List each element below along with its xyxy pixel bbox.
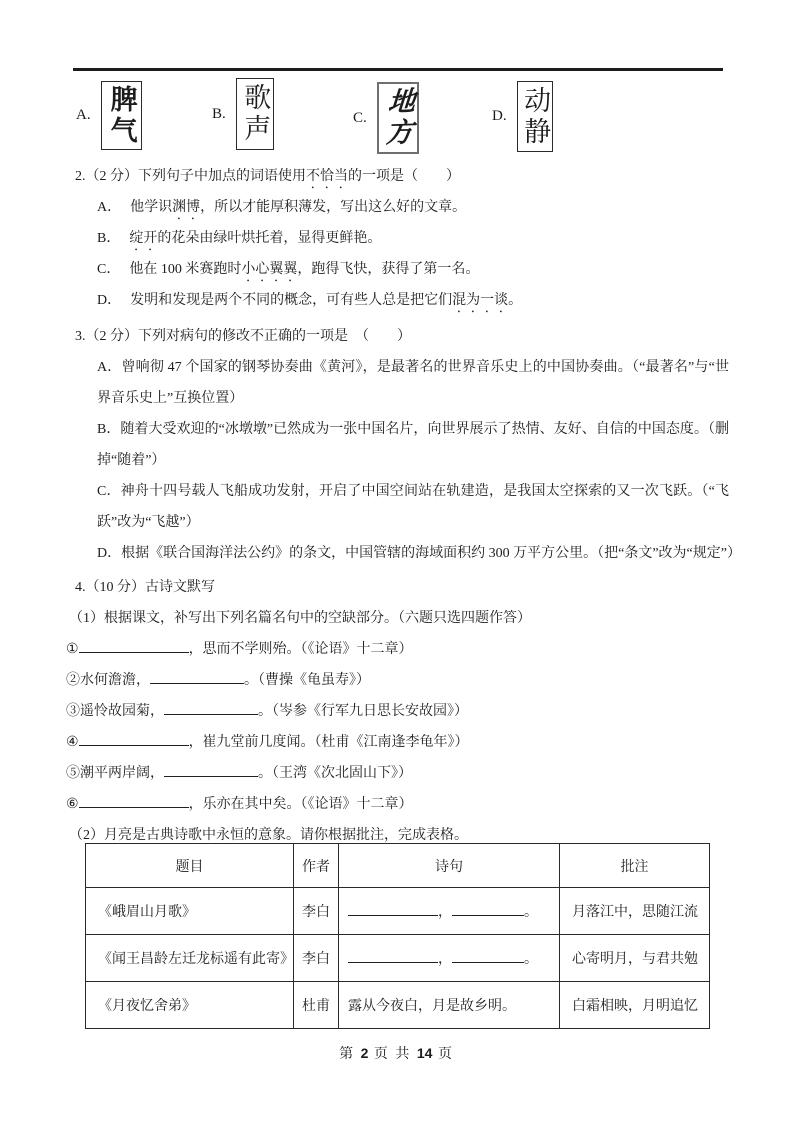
option-label: B． bbox=[97, 231, 121, 246]
question-2-option-c bbox=[97, 254, 793, 285]
option-label: C． bbox=[97, 484, 121, 499]
table-header-row bbox=[86, 844, 710, 888]
option-label: A． bbox=[97, 360, 122, 375]
question-2-stem: 2.（2 分）下列句子中加点的词语使用不恰当的一项是（ ） bbox=[75, 169, 460, 184]
poem-title: 《月夜忆舍弟》 bbox=[86, 982, 294, 1029]
question-3-option-c bbox=[97, 476, 729, 538]
option-text: 绽开的花朵由绿叶烘托着，显得更鲜艳。 bbox=[129, 231, 382, 246]
question-3-stem: 3.（2 分）下列对病句的修改不正确的一项是 （ ） bbox=[75, 329, 411, 344]
page-footer: 第 2 页 共 14 页 bbox=[339, 1045, 454, 1062]
col-header-title: 题目 bbox=[86, 844, 294, 888]
answer-blank bbox=[79, 732, 189, 746]
option-label: D． bbox=[97, 293, 122, 308]
col-header-note: 批注 bbox=[560, 844, 710, 888]
question-3-option-d bbox=[97, 538, 793, 569]
poem-verse: 露从今夜白，月是故乡明。 bbox=[339, 982, 560, 1029]
question-2-option-b bbox=[97, 223, 793, 254]
question-2-option-a bbox=[97, 192, 793, 223]
poem-note: 心寄明月，与君共勉 bbox=[560, 935, 710, 982]
question-4-part1-intro: （1）根据课文，补写出下列名篇名句中的空缺部分。（六题只选四题作答） bbox=[69, 611, 531, 626]
calligraphy-sample-box bbox=[236, 78, 274, 150]
option-text: 发明和发现是两个不同的概念，可有些人总是把它们混为一谈。 bbox=[130, 293, 523, 308]
recitation-item-3: ③遥怜故园菊， 。（岑参《行军九日思长安故园》） bbox=[66, 696, 793, 727]
calligraphy-characters: 脾气 bbox=[106, 84, 137, 147]
answer-blank bbox=[150, 670, 244, 684]
option-label: D． bbox=[97, 546, 122, 561]
table-row bbox=[86, 935, 710, 982]
question-2 bbox=[0, 161, 793, 316]
poem-author: 杜甫 bbox=[294, 982, 339, 1029]
question-4-part2-intro: （2）月亮是古典诗歌中永恒的意象。请你根据批注，完成表格。 bbox=[69, 828, 468, 843]
calligraphy-sample-box bbox=[517, 81, 553, 152]
poem-verse: ， 。 bbox=[339, 935, 560, 982]
calligraphy-option-a bbox=[76, 82, 142, 149]
table-row bbox=[86, 888, 710, 935]
answer-blank bbox=[452, 949, 524, 963]
answer-blank bbox=[452, 902, 524, 916]
answer-blank bbox=[79, 639, 189, 653]
option-label: C． bbox=[97, 262, 121, 277]
calligraphy-option-b bbox=[212, 79, 274, 149]
calligraphy-characters: 歌声 bbox=[240, 83, 271, 145]
option-text: 神舟十四号载人飞船成功发射，开启了中国空间站在轨建造，是我国太空探索的又一次飞跃。（“飞跃”改为“飞越”） bbox=[97, 484, 729, 530]
option-text: 曾响彻 47 个国家的钢琴协奏曲《黄河》，是最著名的世界音乐史上的中国协奏曲。（“最著名”与“世界音乐史上”互换位置） bbox=[97, 360, 729, 406]
header-rule bbox=[73, 68, 723, 71]
col-header-author: 作者 bbox=[294, 844, 339, 888]
table-row bbox=[86, 982, 710, 1029]
poem-verse: ， 。 bbox=[339, 888, 560, 935]
calligraphy-option-c bbox=[353, 84, 419, 152]
question-3-option-a bbox=[97, 352, 729, 414]
poem-author: 李白 bbox=[294, 935, 339, 982]
recitation-item-6: ⑥ ，乐亦在其中矣。（《论语》十二章） bbox=[66, 789, 793, 820]
poem-note: 月落江中，思随江流 bbox=[560, 888, 710, 935]
option-d-label: D. bbox=[492, 108, 507, 124]
calligraphy-sample-box bbox=[101, 81, 142, 150]
recitation-item-5: ⑤潮平两岸阔， 。（王湾《次北固山下》） bbox=[66, 758, 793, 789]
poem-title: 《闻王昌龄左迁龙标遥有此寄》 bbox=[86, 935, 294, 982]
poem-author: 李白 bbox=[294, 888, 339, 935]
option-label: A． bbox=[97, 200, 122, 215]
calligraphy-sample-box bbox=[377, 82, 419, 154]
question-4-title: 4.（10 分）古诗文默写 bbox=[75, 580, 215, 595]
option-text: 他在 100 米赛跑时小心翼翼，跑得飞快，获得了第一名。 bbox=[129, 262, 480, 277]
option-text: 他学识渊博，所以才能厚积薄发，写出这么好的文章。 bbox=[130, 200, 467, 215]
calligraphy-characters: 动静 bbox=[520, 85, 551, 148]
option-label: B． bbox=[97, 422, 121, 437]
recitation-item-1: ① ，思而不学则殆。（《论语》十二章） bbox=[66, 634, 793, 665]
option-text: 根据《联合国海洋法公约》的条文，中国管辖的海域面积约 300 万平方公里。（把“条文”改为“规定”） bbox=[121, 546, 741, 561]
calligraphy-option-d bbox=[492, 82, 553, 151]
poem-note: 白霜相映，月明追忆 bbox=[560, 982, 710, 1029]
option-a-label: A. bbox=[76, 107, 91, 123]
poem-table bbox=[85, 843, 710, 1029]
answer-blank bbox=[348, 902, 438, 916]
option-c-label: C. bbox=[353, 109, 367, 126]
question-3 bbox=[0, 321, 793, 569]
recitation-item-2: ②水何澹澹， 。（曹操《龟虽寿》） bbox=[66, 665, 793, 696]
option-text: 随着大受欢迎的“冰墩墩”已然成为一张中国名片，向世界展示了热情、友好、自信的中国态度。（删掉“随着”） bbox=[97, 422, 729, 468]
calligraphy-characters: 地方 bbox=[381, 86, 416, 150]
poem-title: 《峨眉山月歌》 bbox=[86, 888, 294, 935]
answer-blank bbox=[164, 701, 258, 715]
question-4 bbox=[0, 572, 793, 851]
question-3-option-b bbox=[97, 414, 729, 476]
option-b-label: B. bbox=[212, 105, 226, 122]
col-header-verse: 诗句 bbox=[339, 844, 560, 888]
question-2-option-d bbox=[97, 285, 793, 316]
answer-blank bbox=[79, 794, 189, 808]
answer-blank bbox=[164, 763, 258, 777]
answer-blank bbox=[348, 949, 438, 963]
recitation-item-4: ④ ，崔九堂前几度闻。（杜甫《江南逢李龟年》） bbox=[66, 727, 793, 758]
